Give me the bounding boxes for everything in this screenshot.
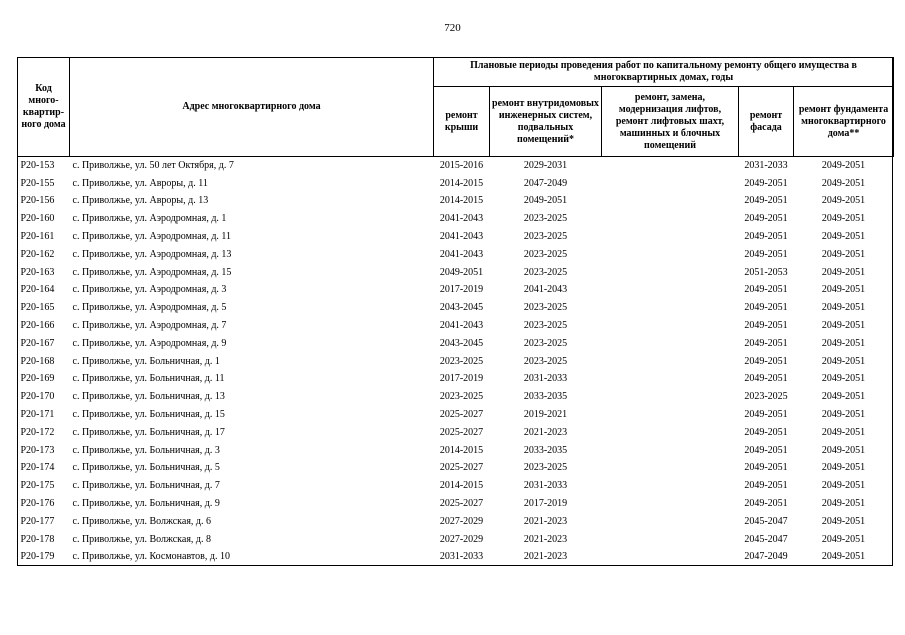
cell-code: P20-164 (20, 284, 55, 296)
cell-engineering: 2023-2025 (523, 337, 568, 349)
header-periods-title: Плановые периоды проведения работ по капитальному ремонту общего имущества в многоквартирных домах, годы (434, 58, 894, 87)
cell-code: P20-166 (20, 320, 55, 332)
cell-address: с. Приволжье, ул. Больничная, д. 1 (72, 355, 220, 367)
cell-facade: 2049-2051 (744, 426, 788, 438)
cell-engineering: 2023-2025 (523, 462, 568, 474)
cell-foundation: 2049-2051 (821, 462, 866, 474)
cell-engineering: 2021-2023 (523, 533, 568, 545)
cell-elevators (602, 442, 739, 460)
cell-elevators (602, 228, 739, 246)
cell-roof: 2023-2025 (439, 355, 484, 367)
cell-roof: 2014-2015 (439, 480, 484, 492)
cell-engineering: 2023-2025 (523, 320, 568, 332)
cell-foundation: 2049-2051 (821, 266, 866, 278)
cell-elevators (602, 282, 739, 300)
cell-engineering: 2031-2033 (523, 480, 568, 492)
cell-elevators (602, 495, 739, 513)
cell-elevators (602, 353, 739, 371)
header-elevators: ремонт, замена, модернизация лифтов, ремонт лифтовых шахт, машинных и блочных помещений (602, 87, 739, 157)
table-bottom-border (17, 565, 893, 566)
cell-facade: 2049-2051 (744, 320, 788, 332)
cell-roof: 2027-2029 (439, 533, 484, 545)
header-engineering: ремонт внутридомовых инженерных систем, подвальных помещений* (490, 87, 602, 157)
cell-code: P20-172 (20, 426, 55, 438)
cell-code: P20-156 (20, 195, 55, 207)
cell-code: P20-173 (20, 444, 55, 456)
cell-address: с. Приволжье, ул. Аэродромная, д. 11 (72, 231, 232, 243)
table-row (18, 228, 894, 246)
table-row (18, 549, 894, 567)
table-row (18, 495, 894, 513)
cell-roof: 2041-2043 (439, 248, 484, 260)
cell-code: P20-161 (20, 231, 55, 243)
cell-roof: 2049-2051 (439, 266, 484, 278)
cell-roof: 2043-2045 (439, 302, 484, 314)
cell-code: P20-169 (20, 373, 55, 385)
cell-foundation: 2049-2051 (821, 391, 866, 403)
cell-facade: 2047-2049 (744, 551, 788, 563)
cell-roof: 2025-2027 (439, 498, 484, 510)
table-row (18, 193, 894, 211)
table-header (18, 58, 894, 157)
cell-facade: 2023-2025 (744, 391, 788, 403)
page-number: 720 (444, 22, 461, 34)
cell-code: P20-174 (20, 462, 55, 474)
cell-address: с. Приволжье, ул. Авроры, д. 11 (72, 177, 208, 189)
table-row (18, 513, 894, 531)
cell-roof: 2031-2033 (439, 551, 484, 563)
cell-address: с. Приволжье, ул. Волжская, д. 6 (72, 515, 212, 527)
cell-address: с. Приволжье, ул. Аэродромная, д. 13 (72, 248, 232, 260)
cell-code: P20-177 (20, 515, 55, 527)
table-body (18, 157, 894, 567)
cell-engineering: 2021-2023 (523, 515, 568, 527)
cell-engineering: 2021-2023 (523, 426, 568, 438)
cell-elevators (602, 406, 739, 424)
cell-elevators (602, 157, 739, 175)
cell-code: P20-162 (20, 248, 55, 260)
cell-roof: 2017-2019 (439, 373, 484, 385)
cell-foundation: 2049-2051 (821, 248, 866, 260)
cell-foundation: 2049-2051 (821, 515, 866, 527)
cell-address: с. Приволжье, ул. Аэродромная, д. 1 (72, 213, 227, 225)
cell-elevators (602, 388, 739, 406)
cell-facade: 2045-2047 (744, 515, 788, 527)
cell-engineering: 2049-2051 (523, 195, 568, 207)
cell-elevators (602, 460, 739, 478)
table-row (18, 406, 894, 424)
cell-address: с. Приволжье, ул. Больничная, д. 11 (72, 373, 225, 385)
table-row (18, 299, 894, 317)
cell-engineering: 2023-2025 (523, 248, 568, 260)
cell-engineering: 2033-2035 (523, 444, 568, 456)
cell-code: P20-165 (20, 302, 55, 314)
table-right-border (892, 57, 893, 565)
cell-address: с. Приволжье, ул. Больничная, д. 7 (72, 480, 220, 492)
cell-address: с. Приволжье, ул. Аэродромная, д. 9 (72, 337, 227, 349)
cell-engineering: 2047-2049 (523, 177, 568, 189)
cell-roof: 2041-2043 (439, 320, 484, 332)
cell-code: P20-176 (20, 498, 55, 510)
cell-foundation: 2049-2051 (821, 373, 866, 385)
cell-address: с. Приволжье, ул. Аэродромная, д. 7 (72, 320, 227, 332)
cell-facade: 2031-2033 (744, 159, 788, 171)
table-row (18, 460, 894, 478)
cell-facade: 2049-2051 (744, 355, 788, 367)
cell-engineering: 2031-2033 (523, 373, 568, 385)
cell-foundation: 2049-2051 (821, 195, 866, 207)
cell-code: P20-179 (20, 551, 55, 563)
cell-facade: 2049-2051 (744, 462, 788, 474)
cell-code: P20-171 (20, 409, 55, 421)
cell-address: с. Приволжье, ул. Аэродромная, д. 5 (72, 302, 227, 314)
cell-foundation: 2049-2051 (821, 177, 866, 189)
cell-facade: 2045-2047 (744, 533, 788, 545)
cell-engineering: 2041-2043 (523, 284, 568, 296)
cell-foundation: 2049-2051 (821, 159, 866, 171)
cell-elevators (602, 477, 739, 495)
table-row (18, 175, 894, 193)
cell-elevators (602, 549, 739, 567)
cell-roof: 2014-2015 (439, 444, 484, 456)
cell-facade: 2049-2051 (744, 302, 788, 314)
cell-elevators (602, 210, 739, 228)
cell-engineering: 2023-2025 (523, 266, 568, 278)
cell-elevators (602, 299, 739, 317)
cell-elevators (602, 531, 739, 549)
cell-foundation: 2049-2051 (821, 337, 866, 349)
cell-engineering: 2023-2025 (523, 231, 568, 243)
cell-address: с. Приволжье, ул. Больничная, д. 5 (72, 462, 220, 474)
cell-engineering: 2033-2035 (523, 391, 568, 403)
cell-address: с. Приволжье, ул. Больничная, д. 3 (72, 444, 220, 456)
cell-facade: 2049-2051 (744, 373, 788, 385)
capital-repair-table (17, 57, 894, 566)
capital-repair-table-container (17, 57, 893, 566)
cell-code: P20-175 (20, 480, 55, 492)
cell-facade: 2049-2051 (744, 444, 788, 456)
cell-code: P20-155 (20, 177, 55, 189)
cell-elevators (602, 335, 739, 353)
cell-engineering: 2019-2021 (523, 409, 568, 421)
cell-engineering: 2021-2023 (523, 551, 568, 563)
table-row (18, 477, 894, 495)
cell-facade: 2051-2053 (744, 266, 788, 278)
cell-engineering: 2023-2025 (523, 213, 568, 225)
table-row (18, 264, 894, 282)
cell-code: P20-170 (20, 391, 55, 403)
cell-elevators (602, 513, 739, 531)
cell-facade: 2049-2051 (744, 480, 788, 492)
cell-code: P20-153 (20, 159, 55, 171)
table-row (18, 371, 894, 389)
table-row (18, 210, 894, 228)
header-foundation: ремонт фундамента многоквартирного дома** (794, 87, 894, 157)
cell-foundation: 2049-2051 (821, 213, 866, 225)
cell-facade: 2049-2051 (744, 195, 788, 207)
table-row (18, 388, 894, 406)
cell-address: с. Приволжье, ул. Больничная, д. 17 (72, 426, 225, 438)
table-row (18, 442, 894, 460)
cell-code: P20-168 (20, 355, 55, 367)
cell-code: P20-167 (20, 337, 55, 349)
cell-roof: 2015-2016 (439, 159, 484, 171)
cell-roof: 2025-2027 (439, 462, 484, 474)
cell-roof: 2043-2045 (439, 337, 484, 349)
cell-address: с. Приволжье, ул. Авроры, д. 13 (72, 195, 209, 207)
cell-engineering: 2023-2025 (523, 302, 568, 314)
cell-elevators (602, 371, 739, 389)
cell-address: с. Приволжье, ул. Больничная, д. 15 (72, 409, 225, 421)
cell-foundation: 2049-2051 (821, 409, 866, 421)
table-left-border (17, 57, 18, 565)
cell-foundation: 2049-2051 (821, 498, 866, 510)
cell-address: с. Приволжье, ул. Больничная, д. 9 (72, 498, 220, 510)
table-row (18, 317, 894, 335)
cell-engineering: 2017-2019 (523, 498, 568, 510)
cell-elevators (602, 175, 739, 193)
cell-elevators (602, 317, 739, 335)
cell-code: P20-163 (20, 266, 55, 278)
cell-foundation: 2049-2051 (821, 284, 866, 296)
header-address: Адрес многоквартирного дома (70, 58, 434, 157)
table-row (18, 424, 894, 442)
cell-code: P20-178 (20, 533, 55, 545)
cell-foundation: 2049-2051 (821, 444, 866, 456)
cell-code: P20-160 (20, 213, 55, 225)
table-row (18, 157, 894, 175)
cell-roof: 2023-2025 (439, 391, 484, 403)
cell-roof: 2014-2015 (439, 195, 484, 207)
cell-foundation: 2049-2051 (821, 533, 866, 545)
cell-address: с. Приволжье, ул. 50 лет Октября, д. 7 (72, 159, 234, 171)
cell-foundation: 2049-2051 (821, 480, 866, 492)
cell-roof: 2041-2043 (439, 231, 484, 243)
cell-roof: 2027-2029 (439, 515, 484, 527)
cell-roof: 2017-2019 (439, 284, 484, 296)
cell-roof: 2014-2015 (439, 177, 484, 189)
cell-foundation: 2049-2051 (821, 320, 866, 332)
cell-facade: 2049-2051 (744, 177, 788, 189)
cell-roof: 2041-2043 (439, 213, 484, 225)
cell-facade: 2049-2051 (744, 337, 788, 349)
table-row (18, 353, 894, 371)
table-row (18, 282, 894, 300)
cell-foundation: 2049-2051 (821, 551, 866, 563)
header-code: Код много-квартир-ного дома (18, 58, 70, 157)
cell-engineering: 2029-2031 (523, 159, 568, 171)
cell-facade: 2049-2051 (744, 248, 788, 260)
cell-foundation: 2049-2051 (821, 302, 866, 314)
cell-facade: 2049-2051 (744, 284, 788, 296)
table-row (18, 531, 894, 549)
cell-roof: 2025-2027 (439, 426, 484, 438)
cell-foundation: 2049-2051 (821, 426, 866, 438)
cell-elevators (602, 193, 739, 211)
cell-facade: 2049-2051 (744, 498, 788, 510)
cell-address: с. Приволжье, ул. Аэродромная, д. 3 (72, 284, 227, 296)
cell-elevators (602, 264, 739, 282)
cell-address: с. Приволжье, ул. Аэродромная, д. 15 (72, 266, 232, 278)
table-row (18, 335, 894, 353)
cell-address: с. Приволжье, ул. Волжская, д. 8 (72, 533, 212, 545)
header-facade: ремонт фасада (739, 87, 794, 157)
cell-roof: 2025-2027 (439, 409, 484, 421)
cell-foundation: 2049-2051 (821, 231, 866, 243)
cell-foundation: 2049-2051 (821, 355, 866, 367)
header-roof: ремонт крыши (434, 87, 490, 157)
cell-facade: 2049-2051 (744, 213, 788, 225)
cell-elevators (602, 424, 739, 442)
cell-address: с. Приволжье, ул. Космонавтов, д. 10 (72, 551, 230, 563)
cell-engineering: 2023-2025 (523, 355, 568, 367)
cell-elevators (602, 246, 739, 264)
cell-address: с. Приволжье, ул. Больничная, д. 13 (72, 391, 225, 403)
cell-facade: 2049-2051 (744, 409, 788, 421)
table-row (18, 246, 894, 264)
cell-facade: 2049-2051 (744, 231, 788, 243)
